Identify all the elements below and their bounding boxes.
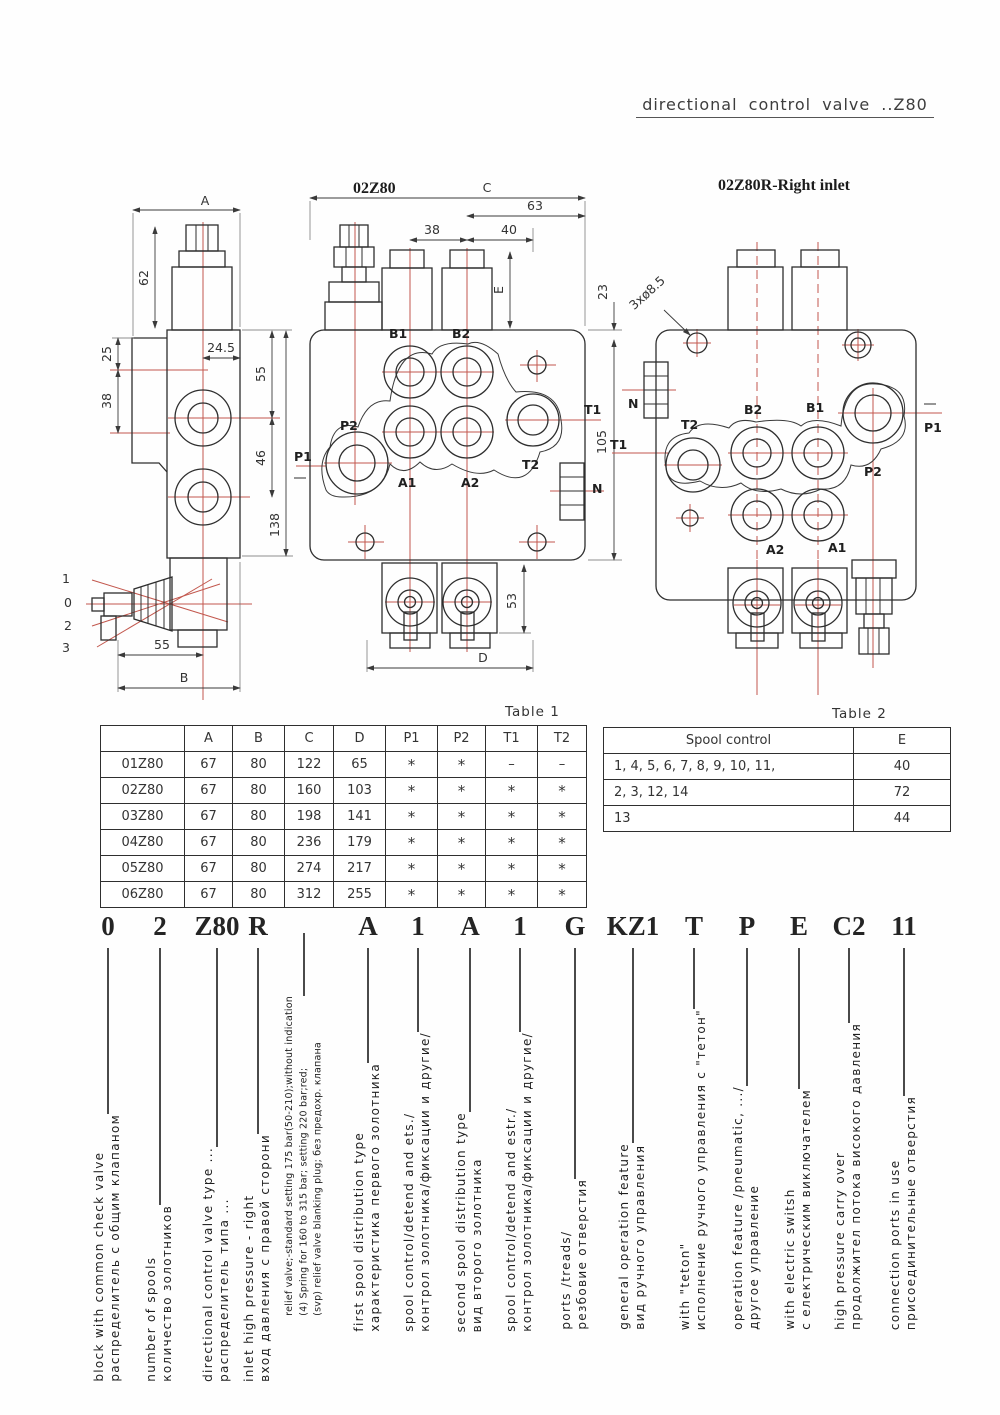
- table2-cell: 2, 3, 12, 14: [604, 780, 854, 806]
- dim-label-105: 105: [594, 430, 609, 454]
- table1-header-cell: C: [285, 726, 334, 752]
- table1-cell: *: [486, 778, 538, 804]
- legend-line: контрол золотника/фиксации и другие/: [418, 1032, 432, 1332]
- legend-line: spool control/detend and estr./: [504, 1107, 519, 1332]
- order-code-legend: [402, 1032, 434, 1332]
- port-label-b2: B2: [452, 326, 471, 341]
- table1-cell: 217: [334, 856, 386, 882]
- legend-line: connection ports in use: [888, 1159, 903, 1330]
- table1-cell: 80: [233, 778, 285, 804]
- leader-line: [367, 948, 368, 1063]
- table1-cell: *: [386, 778, 438, 804]
- table1-header-cell: D: [334, 726, 386, 752]
- center-view-title: 02Z80: [353, 180, 396, 197]
- order-code-char: 2: [153, 911, 167, 941]
- legend-line: вход давления с правой сторони: [258, 1134, 272, 1382]
- order-code-legend: [454, 1112, 486, 1332]
- order-code-char: R: [248, 911, 268, 941]
- table2-cell: 40: [854, 754, 951, 780]
- table1-cell: *: [538, 804, 587, 830]
- order-code-legend: [352, 1063, 384, 1332]
- table1-cell: *: [438, 856, 486, 882]
- table1-header-cell: T1: [486, 726, 538, 752]
- dim-label-25: 25: [99, 346, 114, 362]
- table1-cell: 80: [233, 882, 285, 908]
- port-label-t1: T1: [584, 402, 602, 417]
- table-row: [101, 752, 587, 778]
- dim-label-53: 53: [504, 593, 519, 609]
- order-code-legend: [617, 1143, 649, 1330]
- legend-line: relief valve;-standard setting 175 bar(50-210);without indication: [283, 996, 295, 1316]
- table1-cell: *: [538, 856, 587, 882]
- table1-cell: *: [386, 856, 438, 882]
- table1-cell: *: [438, 778, 486, 804]
- table1-cell: *: [386, 804, 438, 830]
- table-row: [101, 882, 587, 908]
- table2: [603, 727, 951, 832]
- legend-line: вид второго золотника: [470, 1157, 484, 1332]
- order-code-legend: [731, 1086, 763, 1330]
- leader-line: [257, 948, 258, 1134]
- leader-line: [903, 948, 904, 1096]
- table1-cell: 67: [185, 882, 233, 908]
- legend-line: характеристика первого золотника: [368, 1063, 382, 1332]
- dim-label-c: C: [482, 180, 492, 195]
- table-row: [101, 804, 587, 830]
- legend-line: block with common check valve: [92, 1152, 107, 1382]
- order-code-column: [542, 948, 608, 1330]
- left-side-view: [62, 193, 293, 700]
- leader-line: [159, 948, 160, 1205]
- port-label-b1: B1: [389, 326, 408, 341]
- table1-cell: 67: [185, 778, 233, 804]
- leader-line: [848, 948, 849, 1023]
- order-code-char: 1: [513, 911, 527, 941]
- order-code-legend: [678, 1009, 710, 1330]
- order-code-char: P: [738, 911, 756, 941]
- table1-cell: 67: [185, 752, 233, 778]
- page-title: directional control valve ..Z80: [636, 95, 934, 118]
- leader-line: [746, 948, 747, 1086]
- dim-label-23: 23: [595, 284, 610, 300]
- table1-header-cell: A: [185, 726, 233, 752]
- port-label-a1-right: A1: [828, 540, 847, 555]
- table2-header-cell: Spool control: [604, 728, 854, 754]
- table1-cell: 04Z80: [101, 830, 185, 856]
- table-row: [604, 754, 951, 780]
- front-view-02z80: [294, 180, 622, 672]
- legend-line: резбовие отверстия: [575, 1179, 589, 1330]
- legend-line: high pressure carry over: [833, 1151, 848, 1330]
- legend-line: распределитель с общим клапаном: [108, 1114, 122, 1382]
- table1-cell: *: [438, 882, 486, 908]
- order-code-legend: [888, 1096, 920, 1330]
- table-row: [101, 830, 587, 856]
- dim-label-63: 63: [527, 198, 543, 213]
- leader-line: [632, 948, 633, 1143]
- legend-line: (4) Spring for 160 to 315 bar; setting 220 bar;red;: [297, 1067, 309, 1316]
- legend-line: general operation feature: [617, 1143, 632, 1330]
- table1-header-cell: P1: [386, 726, 438, 752]
- dim-label-55-bottom: 55: [154, 637, 170, 652]
- right-view-title: 02Z80R-Right inlet: [718, 177, 850, 194]
- table1-cell: 03Z80: [101, 804, 185, 830]
- table1-header-cell: [101, 726, 185, 752]
- table-row: [101, 856, 587, 882]
- table1-cell: 02Z80: [101, 778, 185, 804]
- table1-cell: *: [486, 830, 538, 856]
- table2-header-cell: E: [854, 728, 951, 754]
- dim-label-24-5: 24.5: [207, 340, 235, 355]
- table1-cell: 06Z80: [101, 882, 185, 908]
- lever-pos-2: 2: [64, 618, 72, 633]
- port-label-n: N: [592, 481, 603, 496]
- table1-cell: 67: [185, 804, 233, 830]
- legend-line: with "teton": [678, 1242, 693, 1330]
- dim-label-b: B: [179, 670, 189, 685]
- table1-header-cell: T2: [538, 726, 587, 752]
- order-code-legend: [242, 1134, 274, 1382]
- legend-line: first spool distribution type: [352, 1132, 367, 1332]
- table2-cell: 1, 4, 5, 6, 7, 8, 9, 10, 11,: [604, 754, 854, 780]
- table1-cell: 198: [285, 804, 334, 830]
- table1-cell: 80: [233, 830, 285, 856]
- port-label-p2-right: P2: [864, 464, 882, 479]
- legend-line: operation feature /pneumatic, .../: [731, 1086, 746, 1330]
- order-code-char: 1: [411, 911, 425, 941]
- table1-cell: *: [538, 778, 587, 804]
- table1-cell: 312: [285, 882, 334, 908]
- dim-label-e: E: [491, 286, 506, 294]
- table1-cell: *: [438, 752, 486, 778]
- leader-line: [693, 948, 694, 1009]
- legend-line: number of spools: [144, 1257, 159, 1382]
- table1-cell: 65: [334, 752, 386, 778]
- legend-line: присоединительные отверстия: [904, 1095, 918, 1330]
- table1-cell: 274: [285, 856, 334, 882]
- table1-cell: 179: [334, 830, 386, 856]
- leader-line: [519, 948, 520, 1032]
- table2-caption: Table 2: [832, 706, 887, 722]
- table1-cell: *: [438, 830, 486, 856]
- table1-header-cell: P2: [438, 726, 486, 752]
- table1-cell: 80: [233, 752, 285, 778]
- table1-cell: 67: [185, 856, 233, 882]
- port-label-p1: P1: [294, 449, 312, 464]
- legend-line: inlet high pressure - right: [242, 1194, 257, 1382]
- table1-cell: 103: [334, 778, 386, 804]
- leader-line: [574, 948, 575, 1179]
- table1-cell: *: [438, 804, 486, 830]
- port-label-t1-right: T1: [610, 437, 628, 452]
- table1-cell: 141: [334, 804, 386, 830]
- table1-cell: 160: [285, 778, 334, 804]
- legend-line: (svp) relief valve blanking plug; без предохр. клапана: [312, 1042, 324, 1316]
- order-code-legend: [144, 1205, 176, 1382]
- legend-line: другое управление: [747, 1184, 761, 1330]
- order-code-char: C2: [832, 911, 866, 941]
- dim-label-55-right: 55: [253, 366, 268, 382]
- legend-line: продолжител потока високого давления: [849, 1023, 863, 1330]
- table2-cell: 44: [854, 806, 951, 832]
- port-label-t2-right: T2: [681, 417, 699, 432]
- leader-line: [798, 948, 799, 1089]
- leader-line: [417, 948, 418, 1032]
- legend-line: распределитель типа ...: [217, 1198, 231, 1382]
- order-code-legend: [504, 1032, 536, 1332]
- legend-line: исполнение ручного управления с "тетон": [694, 1008, 708, 1330]
- table1-cell: 80: [233, 856, 285, 882]
- table1-cell: 255: [334, 882, 386, 908]
- table1-header-cell: B: [233, 726, 285, 752]
- lever-pos-3: 3: [62, 640, 70, 655]
- legend-line: с електрическим виключателем: [799, 1089, 813, 1330]
- dim-label-38: 38: [424, 222, 440, 237]
- port-label-b1-right: B1: [806, 400, 825, 415]
- order-code-char: KZ1: [606, 911, 660, 941]
- table1-cell: *: [538, 830, 587, 856]
- order-code-legend: [833, 1023, 865, 1330]
- order-code-legend: [283, 996, 326, 1316]
- table1-cell: –: [538, 752, 587, 778]
- legend-line: количество золотников: [160, 1205, 174, 1382]
- table1-cell: *: [486, 804, 538, 830]
- port-label-a2: A2: [461, 475, 480, 490]
- table1-cell: *: [386, 830, 438, 856]
- order-code-legend: [559, 1179, 591, 1330]
- order-code-column: [600, 948, 666, 1330]
- leader-line: [107, 948, 108, 1114]
- dim-label-40: 40: [501, 222, 517, 237]
- order-code-column: [871, 948, 937, 1330]
- hole-callout-label: 3xø8.5: [626, 272, 668, 313]
- legend-line: spool control/detend and ets./: [402, 1112, 417, 1332]
- port-label-a1: A1: [398, 475, 417, 490]
- dim-label-46: 46: [253, 450, 268, 466]
- table1-cell: *: [386, 752, 438, 778]
- dim-label-38: 38: [99, 393, 114, 409]
- legend-line: контрол золотника/фиксации и другие/: [520, 1032, 534, 1332]
- table1-cell: *: [386, 882, 438, 908]
- table1-caption: Table 1: [505, 704, 560, 720]
- leader-line: [303, 933, 304, 996]
- legend-line: directional control valve type ...: [201, 1147, 216, 1382]
- order-code-column: [271, 933, 337, 1316]
- order-code-char: 11: [891, 911, 917, 941]
- order-code-char: E: [789, 911, 809, 941]
- order-code-legend: [783, 1089, 815, 1330]
- legend-line: second spool distribution type: [454, 1111, 469, 1332]
- table1-cell: *: [538, 882, 587, 908]
- order-code-char: A: [358, 911, 378, 941]
- table1-cell: *: [486, 856, 538, 882]
- lever-pos-1: 1: [62, 571, 70, 586]
- table1-cell: 67: [185, 830, 233, 856]
- port-label-b2-right: B2: [744, 402, 763, 417]
- dim-label-a: A: [200, 193, 210, 208]
- table1-cell: 01Z80: [101, 752, 185, 778]
- legend-line: ports /treads/: [559, 1231, 574, 1330]
- table-row: [604, 780, 951, 806]
- table1-cell: –: [486, 752, 538, 778]
- leader-line: [216, 948, 217, 1147]
- order-code-char: T: [684, 911, 704, 941]
- table1-cell: 122: [285, 752, 334, 778]
- order-code-char: A: [460, 911, 480, 941]
- table2-cell: 72: [854, 780, 951, 806]
- port-label-p2: P2: [340, 418, 358, 433]
- order-code-char: Z80: [194, 911, 240, 941]
- order-code-char: 0: [101, 911, 115, 941]
- table1-cell: 80: [233, 804, 285, 830]
- table1-cell: 05Z80: [101, 856, 185, 882]
- table1-cell: *: [486, 882, 538, 908]
- port-label-t2: T2: [522, 457, 540, 472]
- table1: [100, 725, 587, 908]
- dim-label-d: D: [478, 650, 488, 665]
- front-view-02z80r: [610, 177, 942, 695]
- table-row: [604, 806, 951, 832]
- leader-line: [469, 948, 470, 1112]
- table-row: [101, 778, 587, 804]
- port-label-a2-right: A2: [766, 542, 785, 557]
- legend-line: вид ручного управления: [633, 1145, 647, 1330]
- lever-pos-0: 0: [64, 595, 72, 610]
- dim-label-138: 138: [267, 513, 282, 537]
- table2-cell: 13: [604, 806, 854, 832]
- order-code-char: G: [564, 911, 586, 941]
- table1-cell: 236: [285, 830, 334, 856]
- order-code-legend: [92, 1114, 124, 1382]
- port-label-n-right: N: [628, 396, 639, 411]
- legend-line: with electric switsh: [783, 1188, 798, 1330]
- dim-label-62: 62: [136, 270, 151, 286]
- port-label-p1-right: P1: [924, 420, 942, 435]
